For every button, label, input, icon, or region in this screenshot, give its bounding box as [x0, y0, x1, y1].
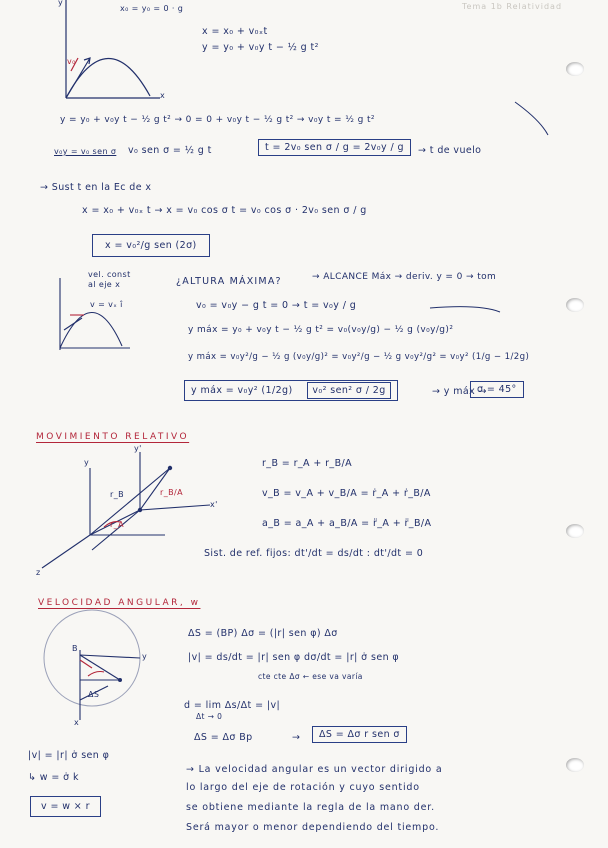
limit-equation: d = lim Δs/Δt = |v| — [184, 700, 281, 711]
range-derivation: x = x₀ + v₀ₓ t → x = v₀ cos σ t = v₀ cos σ · 2v₀ sen σ / g — [82, 205, 367, 216]
max-height-formula: y máx = v₀y² (1/2g) — [191, 385, 293, 396]
axis-y-label: y — [58, 0, 64, 7]
axis-y-label: y — [84, 458, 90, 467]
max-height-step-2: y máx = v₀y²/g − ½ g (v₀y/g)² = v₀y²/g − ½ g v₀y²/g² = v₀y² (1/g − 1/2g) — [188, 352, 530, 362]
relative-position-equation: r_B = r_A + r_B/A — [262, 458, 352, 469]
time-equation: v₀ sen σ = ½ g t — [128, 145, 212, 156]
substitution-note: → Sust t en la Ec de x — [40, 182, 152, 193]
vector-ra-label: r_A — [110, 520, 124, 529]
peak-time-equation: v₀ = v₀y − g t = 0 → t = v₀y / g — [196, 300, 357, 311]
arc-arrow: → — [292, 732, 301, 743]
axis-y-prime-label: y' — [134, 444, 142, 453]
max-height-formula-alt: v₀² sen² σ / 2g — [307, 382, 390, 399]
angular-velocity-text-line-3: se obtiene mediante la regla de la mano der. — [186, 802, 435, 813]
fixed-frames-note: Sist. de ref. fijos: dt'/dt = ds/dt : dt'/dt = 0 — [204, 548, 424, 559]
side-note-velocity: vel. const — [88, 270, 131, 279]
speed-equation: |v| = ds/dt = |r| sen φ dσ/dt = |r| σ̇ sen φ — [188, 652, 400, 663]
max-height-title: ¿ALTURA MÁXIMA? — [176, 276, 282, 287]
angular-velocity-vector-note: ↳ w = σ̇ k — [28, 772, 79, 783]
limit-subscript: Δt → 0 — [196, 712, 223, 721]
side-note-axis: al eje x — [88, 280, 121, 289]
initial-velocity-label: v₀ — [67, 57, 76, 66]
point-b-label: B — [72, 644, 78, 653]
angular-velocity-text-line-1: → La velocidad angular es un vector dirigido a — [186, 764, 443, 775]
time-of-flight-derivation: y = y₀ + v₀y t − ½ g t² → 0 = 0 + v₀y t − ½ g t² → v₀y t = ½ g t² — [60, 115, 375, 125]
arc-small-angle-equation: ΔS = Δσ Bp — [194, 732, 253, 743]
equation-y: y = y₀ + v₀y t − ½ g t² — [202, 42, 319, 53]
axis-x-prime-label: x' — [210, 500, 218, 509]
angular-velocity-text-line-2: lo largo del eje de rotación y cuyo sentido — [186, 782, 420, 793]
angular-velocity-heading: VELOCIDAD ANGULAR, w — [38, 598, 201, 608]
velocity-vector-label: v = vₓ î — [90, 300, 123, 309]
max-height-step-1: y máx = y₀ + v₀y t − ½ g t² = v₀(v₀y/g) − ½ g (v₀y/g)² — [188, 325, 454, 335]
axis-z-label: z — [36, 568, 41, 577]
cross-product-box: v = w × r — [30, 796, 101, 817]
equation-x: x = x₀ + v₀ₓt — [202, 26, 268, 37]
speed-notes: cte cte Δσ ← ese va varía — [258, 672, 363, 681]
relative-acceleration-equation: a_B = a_A + a_B/A = r̈_A + r̈_B/A — [262, 518, 432, 529]
axis-x-label: x — [74, 718, 80, 727]
vector-rba-label: r_B/A — [160, 488, 183, 497]
arc-length-equation: ΔS = (BP) Δσ = (|r| sen φ) Δσ — [188, 628, 338, 639]
axis-y-label: y — [142, 652, 148, 661]
v0y-definition: v₀y = v₀ sen σ — [54, 147, 117, 156]
time-of-flight-label: → t de vuelo — [418, 145, 482, 156]
initial-conditions-note: x₀ = y₀ = 0 · g — [120, 4, 184, 13]
relative-motion-heading: MOVIMIENTO RELATIVO — [36, 432, 190, 442]
bleed-through-header: Tema 1b Relatividad — [462, 2, 563, 11]
vector-rb-label: r_B — [110, 490, 124, 499]
arc-length-box: ΔS = Δσ r sen σ — [312, 726, 407, 743]
time-of-flight-box: t = 2v₀ sen σ / g = 2v₀y / g — [258, 139, 411, 156]
arc-length-label: ΔS — [88, 690, 100, 699]
relative-velocity-equation: v_B = v_A + v_B/A = ṙ_A + ṙ_B/A — [262, 488, 431, 499]
speed-magnitude-note: |v| = |r| σ̇ sen φ — [28, 750, 110, 761]
angular-velocity-text-line-4: Será mayor o menor dependiendo del tiempo. — [186, 822, 440, 833]
axis-x-label: x — [160, 91, 166, 100]
range-formula-box: x = v₀²/g sen (2σ) — [92, 234, 210, 257]
optimal-angle-arrow: → y máx → — [432, 386, 487, 397]
max-range-note: → ALCANCE Máx → deriv. y = 0 → tom — [312, 272, 497, 282]
optimal-angle-box: σ = 45° — [470, 381, 524, 398]
